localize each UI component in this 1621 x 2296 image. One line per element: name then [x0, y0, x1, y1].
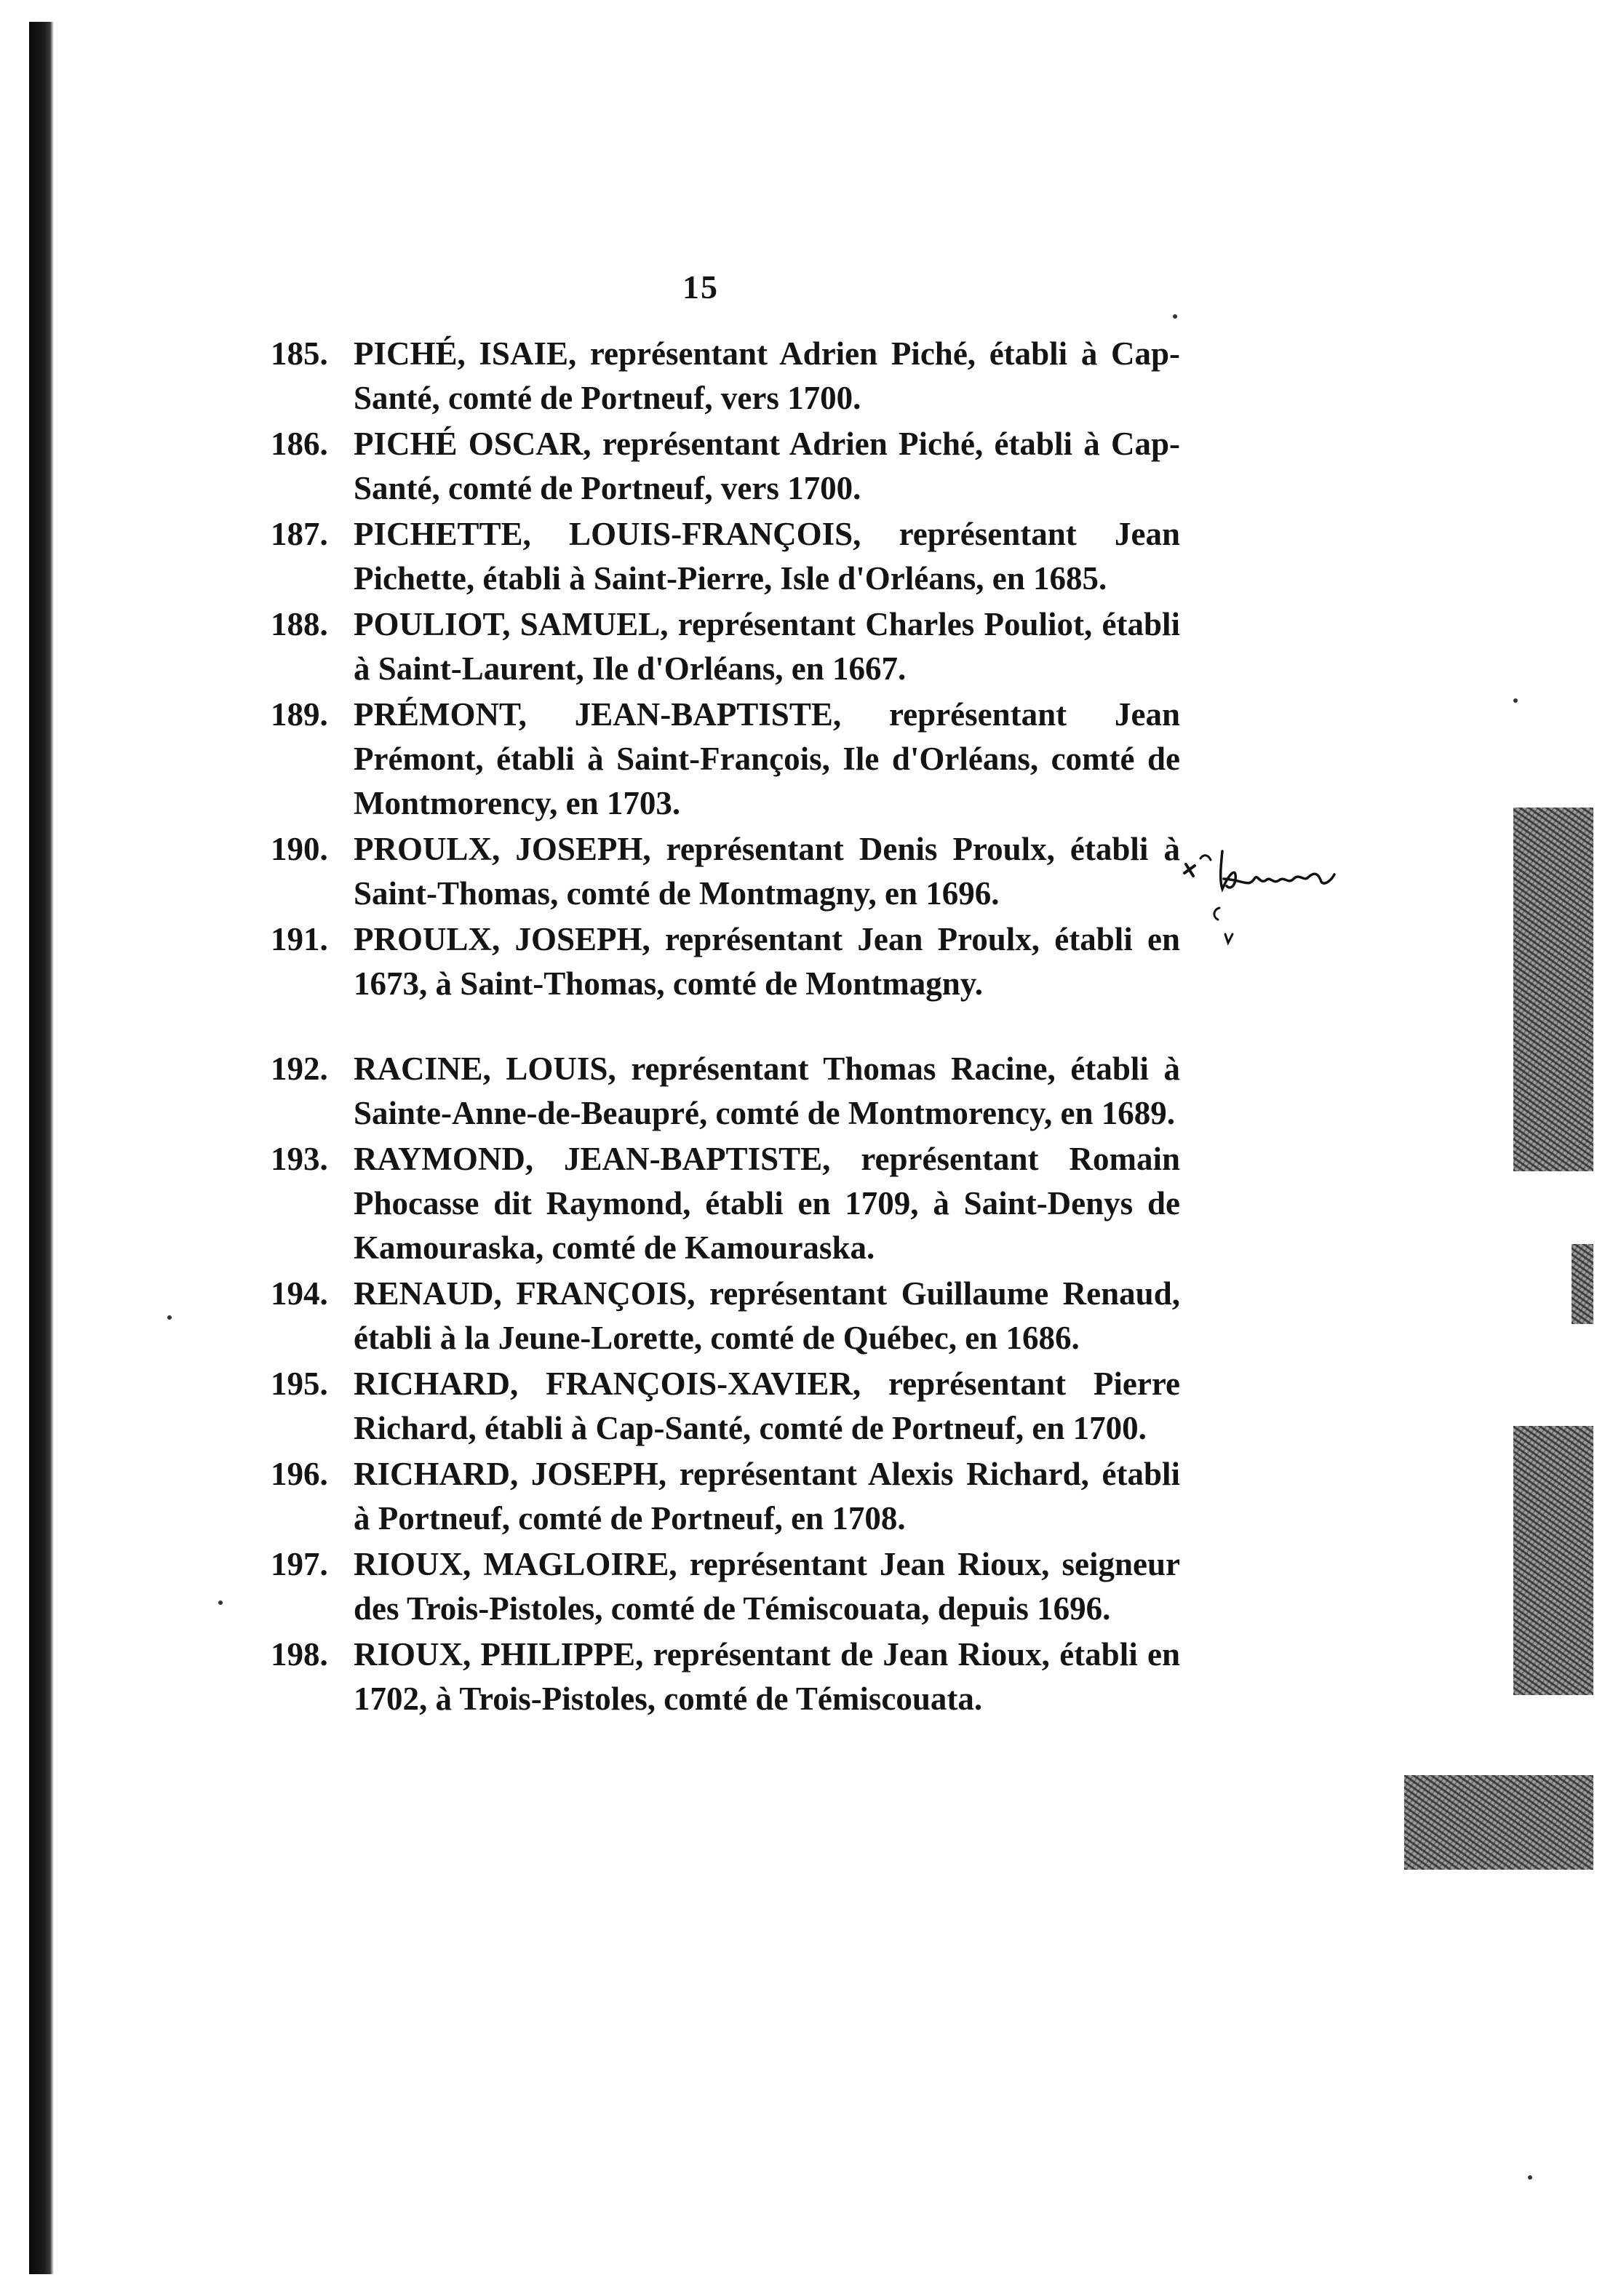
- entry-text: représentant Adrien Piché, établi à Cap-Santé, comté de Portneuf, vers 1700.: [354, 335, 1180, 416]
- entry-text: représentant Adrien Piché, établi à Cap-Santé, comté de Portneuf, vers 1700.: [354, 426, 1180, 506]
- entry-number: 186.: [271, 426, 328, 462]
- scan-speck: [218, 1601, 223, 1605]
- entry-name: PICHÉ OSCAR,: [354, 426, 592, 462]
- entry-number: 189.: [271, 696, 328, 733]
- entry-text: représentant Romain Phocasse dit Raymond, établi en 1709, à Saint-Denys de Kamouraska, comté de Kamouraska.: [354, 1141, 1180, 1266]
- entry-number: 197.: [271, 1546, 328, 1582]
- entry-text: représentant Charles Pouliot, établi à Saint-Laurent, Ile d'Orléans, en 1667.: [354, 606, 1180, 687]
- entry-187: [271, 512, 1180, 601]
- entry-194: [271, 1272, 1180, 1360]
- entry-number: 188.: [271, 606, 328, 642]
- entry-name: PROULX, JOSEPH,: [354, 831, 651, 867]
- scan-speck: [1173, 314, 1177, 319]
- entry-number: 198.: [271, 1636, 328, 1673]
- entry-text: représentant Jean Pichette, établi à Saint-Pierre, Isle d'Orléans, en 1685.: [354, 516, 1180, 597]
- entry-text: représentant Denis Proulx, établi à Saint-Thomas, comté de Montmagny, en 1696.: [354, 831, 1180, 912]
- entry-text: représentant Guillaume Renaud, établi à la Jeune-Lorette, comté de Québec, en 1686.: [354, 1275, 1180, 1356]
- entry-number: 194.: [271, 1275, 328, 1312]
- entry-number: 193.: [271, 1141, 328, 1177]
- scan-artifact-3: [1513, 1426, 1593, 1695]
- entry-number: 190.: [271, 831, 328, 867]
- entry-197: [271, 1542, 1180, 1631]
- entry-196: [271, 1452, 1180, 1541]
- entry-name: RAYMOND, JEAN-BAPTISTE,: [354, 1141, 831, 1177]
- scan-speck: [167, 1315, 172, 1320]
- page-number: 15: [682, 268, 719, 306]
- entry-text: représentant Pierre Richard, établi à Cap-Santé, comté de Portneuf, en 1700.: [354, 1366, 1180, 1446]
- entry-name: RIOUX, PHILIPPE,: [354, 1636, 644, 1673]
- entry-text: représentant Thomas Racine, établi à Sainte-Anne-de-Beaupré, comté de Montmorency, en 1689.: [354, 1051, 1180, 1131]
- entry-190: [271, 827, 1180, 916]
- entry-list: [271, 332, 1180, 1723]
- page-binding-edge: [29, 22, 54, 2274]
- entry-186: [271, 422, 1180, 511]
- entry-text: représentant Jean Prémont, établi à Saint-François, Ile d'Orléans, comté de Montmorency, en 1703.: [354, 696, 1180, 821]
- entry-text: représentant Jean Proulx, établi en 1673, à Saint-Thomas, comté de Montmagny.: [354, 921, 1180, 1002]
- entry-number: 185.: [271, 335, 328, 372]
- entry-number: 196.: [271, 1456, 328, 1492]
- scan-speck: [1528, 2175, 1532, 2180]
- entry-191: [271, 917, 1180, 1006]
- entry-number: 192.: [271, 1051, 328, 1087]
- entry-text: représentant de Jean Rioux, établi en 1702, à Trois-Pistoles, comté de Témiscouata.: [354, 1636, 1180, 1717]
- entry-text: représentant Alexis Richard, établi à Portneuf, comté de Portneuf, en 1708.: [354, 1456, 1180, 1536]
- entry-name: PRÉMONT, JEAN-BAPTISTE,: [354, 696, 842, 733]
- entry-193: [271, 1137, 1180, 1270]
- entry-name: PICHETTE, LOUIS-FRANÇOIS,: [354, 516, 861, 552]
- entry-name: PROULX, JOSEPH,: [354, 921, 650, 957]
- entry-name: RICHARD, JOSEPH,: [354, 1456, 667, 1492]
- entry-188: [271, 602, 1180, 691]
- entry-number: 191.: [271, 921, 328, 957]
- entry-text: représentant Jean Rioux, seigneur des Trois-Pistoles, comté de Témiscouata, depuis 1696.: [354, 1546, 1180, 1627]
- entry-192: [271, 1047, 1180, 1136]
- entry-name: RACINE, LOUIS,: [354, 1051, 616, 1087]
- scan-artifact-4: [1404, 1775, 1593, 1870]
- entry-number: 195.: [271, 1366, 328, 1402]
- entry-name: RICHARD, FRANÇOIS-XAVIER,: [354, 1366, 861, 1402]
- entry-185: [271, 332, 1180, 420]
- scan-artifact-1: [1513, 808, 1593, 1171]
- entry-name: RENAUD, FRANÇOIS,: [354, 1275, 696, 1312]
- entry-195: [271, 1362, 1180, 1451]
- entry-name: POULIOT, SAMUEL,: [354, 606, 669, 642]
- scan-speck: [1513, 698, 1518, 703]
- entry-198: [271, 1633, 1180, 1721]
- entry-189: [271, 693, 1180, 826]
- entry-name: RIOUX, MAGLOIRE,: [354, 1546, 677, 1582]
- entry-number: 187.: [271, 516, 328, 552]
- handwritten-annotation: [1179, 844, 1397, 953]
- entry-name: PICHÉ, ISAIE,: [354, 335, 577, 372]
- scan-artifact-2: [1572, 1244, 1593, 1324]
